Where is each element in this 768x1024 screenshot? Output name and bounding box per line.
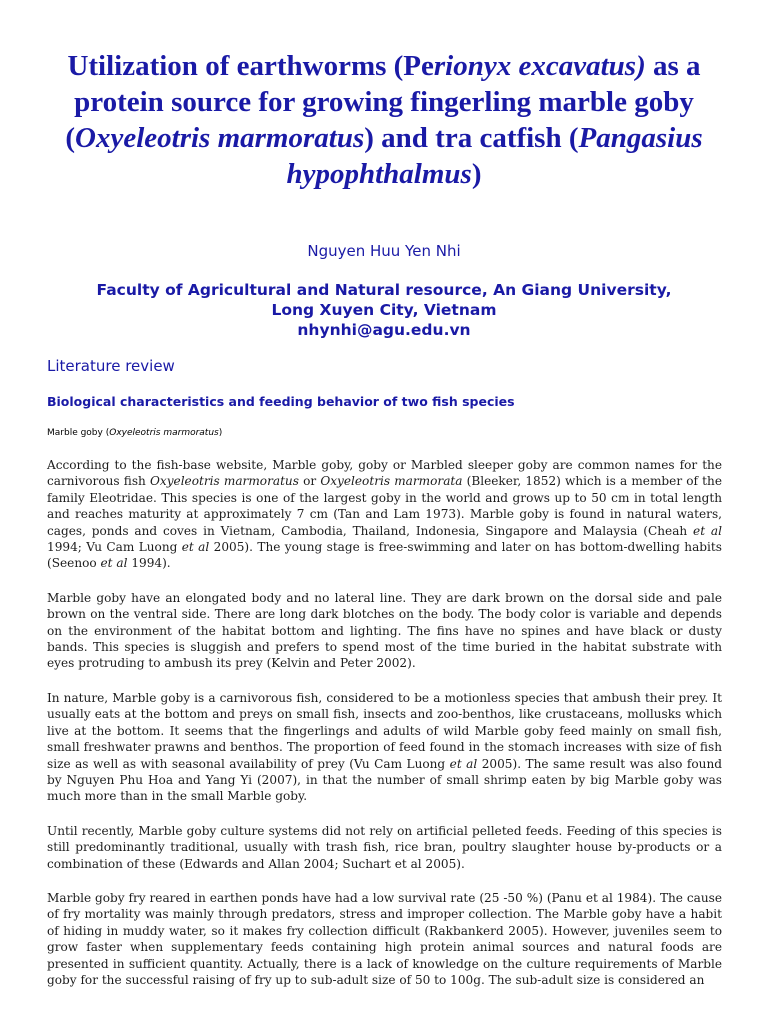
affiliation-line: Long Xuyen City, Vietnam (271, 301, 497, 319)
paper-title (40, 48, 728, 192)
paragraph: Marble goby have an elongated body and no lateral line. They are dark brown on the dorsal side and pale brown on the ventral side. There are long dark blotches on the body. The body color is variable and depends on the environment of the habitat bottom and lighting. The fins have no spines and have black or dusty bands. This species is sluggish and prefers to spend most of the time buried in the habitat substrate with eyes protruding to ambush its prey (Kelvin and Peter 2002). (47, 590, 722, 671)
paragraph (47, 690, 722, 805)
species-heading-italic: Oxyeleotris marmoratus (109, 428, 219, 438)
paragraph: Until recently, Marble goby culture systems did not rely on artificial pelleted feeds. Feeding of this species is still predominantly traditional, usually with trash fish, rice bran, poultry slaughter house by-products or a combination of these (Edwards and Allan 2004; Suchart et al 2005). (47, 823, 722, 871)
text-run: 1994; Vu Cam Luong (47, 540, 182, 555)
text-run: According to the fish-base website, Marble goby, goby or Marbled sleeper goby are common names for the carnivorous fish (47, 458, 722, 489)
italic-run: Oxyeleotris marmorata (320, 474, 463, 489)
italic-run: et al (449, 756, 478, 771)
title-italic-part: Oxyeleotris marmoratus (75, 122, 365, 154)
section-heading-literature-review: Literature review (47, 357, 175, 375)
title-part: ) and tra catfish ( (364, 122, 579, 154)
italic-run: et al (100, 556, 128, 571)
title-part: as a protein source for growing fingerling marble goby ( (65, 50, 701, 154)
italic-run: et al (693, 523, 722, 538)
title-italic-part: Pangasius hypophthalmus (286, 122, 703, 190)
text-run: 2005). The young stage is free-swimming and later on has bottom-dwelling habits (Seenoo (47, 540, 722, 571)
title-part: ) (471, 158, 482, 190)
species-heading-part: ) (218, 428, 223, 438)
author-name: Nguyen Huu Yen Nhi (307, 242, 461, 260)
text-run: 2005). The same result was also found by Nguyen Phu Hoa and Yang Yi (2007), in that the number of small shrimp eaten by big Marble goby was much more than in the small Marble goby. (47, 756, 722, 804)
italic-run: et al (181, 540, 210, 555)
text-run: or (298, 474, 321, 489)
affiliation-line: Faculty of Agricultural and Natural resource, An Giang University, (96, 281, 672, 299)
affiliation (30, 280, 738, 340)
paragraph: Marble goby fry reared in earthen ponds have had a low survival rate (25 -50 %) (Panu et al 1984). The cause of fry mortality was mainly through predators, stress and improper collection. The Marble goby have a habit of hiding in muddy water, so it makes fry collection difficult (Rakbankerd 2005). However, juveniles seem to grow faster when supplementary feeds containing high protein animal sources and natural foods are presented in sufficient quantity. Actually, there is a lack of knowledge on the culture requirements of Marble goby for the successful raising of fry up to sub-adult size of 50 to 100g. The sub-adult size is considered an (47, 890, 722, 987)
species-heading (47, 428, 222, 438)
body-text (47, 457, 722, 1006)
subsection-heading-biological: Biological characteristics and feeding behavior of two fish species (47, 394, 515, 409)
title-italic-part: rionyx excavatus) (433, 50, 646, 82)
text-run: 1994). (127, 556, 171, 571)
italic-run: Oxyeleotris marmoratus (149, 474, 299, 489)
species-heading-part: Marble goby ( (47, 428, 110, 438)
text-run: (Bleeker, 1852) which is a member of the family Eleotridae. This species is one of the largest goby in the world and grows up to 50 cm in total length and reaches maturity at approximately 7 cm (Tan and Lam 1973). Marble goby is found in natural waters, cages, ponds and coves in Vietnam, Cambodia, Thailand, Indonesia, Singapore and Malaysia (Cheah (47, 474, 722, 538)
paragraph (47, 457, 722, 572)
title-part: Utilization of earthworms (Pe (67, 50, 434, 82)
text-run: In nature, Marble goby is a carnivorous fish, considered to be a motionless species that ambush their prey. It usually eats at the bottom and preys on small fish, insects and zoo-benthos, like crustaceans, mollusks which live at the bottom. It seems that the fingerlings and adults of wild Marble goby feed mainly on small fish, small freshwater prawns and benthos. The proportion of feed found in the stomach increases with size of fish size as well as with seasonal availability of prey (Vu Cam Luong (47, 690, 722, 771)
author-email: nhynhi@agu.edu.vn (297, 321, 471, 339)
